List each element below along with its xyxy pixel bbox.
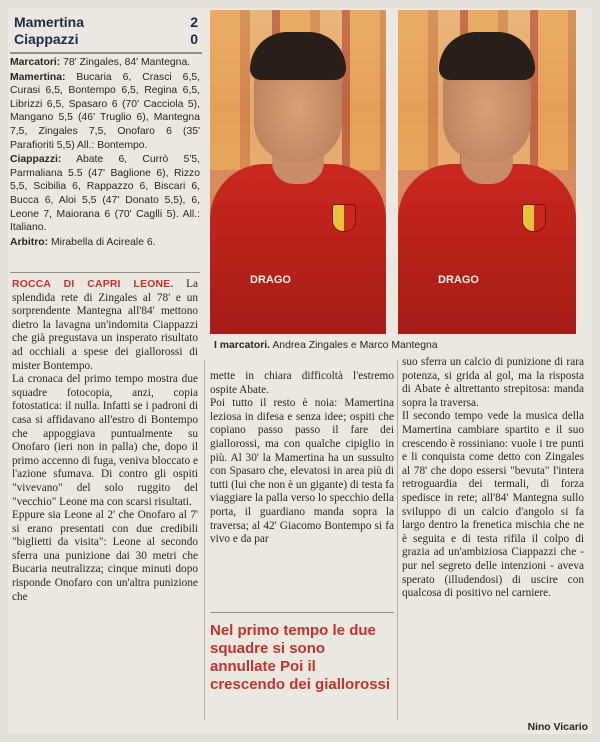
home-score: 2 xyxy=(190,14,198,30)
marcatori-text: 78' Zingales, 84' Mantegna. xyxy=(63,57,191,68)
red-jersey xyxy=(210,164,386,334)
red-jersey xyxy=(398,164,576,334)
photo-zingales xyxy=(210,10,386,334)
match-lineups xyxy=(10,56,200,250)
arbitro-label: Arbitro: xyxy=(10,236,49,248)
article-paragraph: mette in chiara difficoltà l'estremo ospite Abate. xyxy=(210,370,394,396)
scorebox xyxy=(10,10,202,54)
article-paragraph: Eppure sia Leone al 2' che Onofaro al 7' si erano presentati con due credibili "biglietti da visita": Leone al secondo sferra una punizione dai 30 metri che Bucaria neutralizza; cinque minuti dopo risponde Onofaro con un'altra punizione che xyxy=(12,509,198,603)
club-crest-icon xyxy=(332,204,356,232)
article-column-3 xyxy=(402,356,584,601)
article-paragraph: La cronaca del primo tempo mostra due squadre fotocopia, anzi, copia fotostatica: il nulla. Infatti se i padroni di casa si affidavano all'estro di Bontempo che appoggiava puntualmente su Onofaro (ieri non in palla) che, dopo il primo accenno di fuga, veniva bloccato e l'azione sfumava. Di contro gli ospiti "vivevano" del solo ruggito del "vecchio" Leone ma con scarsi risultati. xyxy=(12,373,199,508)
pullquote: Nel primo tempo le due squadre si sono annullate Poi il crescendo dei giallorossi xyxy=(210,622,391,693)
column-divider xyxy=(204,360,205,720)
mamertina-label: Mamertina: xyxy=(10,71,66,83)
photo-caption xyxy=(214,340,584,351)
caption-text: Andrea Zingales e Marco Mantegna xyxy=(272,340,438,351)
caption-label: I marcatori. xyxy=(214,340,271,351)
article-kicker: ROCCA DI CAPRI LEONE. xyxy=(12,279,174,290)
author-signature: Nino Vicario xyxy=(527,722,588,733)
sponsor-logo: DRAGO xyxy=(250,274,291,286)
article-paragraph: Il secondo tempo vede la musica della Mamertina cambiare spartito e il suo crescendo è rossiniano: vuole i tre punti e li conquista come detto con Zingales al 78' che dopo essersi "bevuta" l'intera retroguardia dei termali, di forza spedisce in rete; all'84' Mantegna sullo sviluppo di un calcio d'angolo si fa largo dentro la frenetica mischia che ne è seguita e di testa rifila il colpo di grazia ad un'ambiziosa Ciappazzi che - pur nel segreto delle intenzioni - aveva sperato (illudendosi) di uscire con qualcosa di positivo nel carniere. xyxy=(402,410,584,600)
pullquote-rule xyxy=(210,612,394,613)
tabellino-divider xyxy=(10,272,200,273)
marcatori-label: Marcatori: xyxy=(10,57,61,68)
article-column-1 xyxy=(12,278,198,604)
article-paragraph: Poi tutto il resto è noia: Mamertina leziosa in difesa e senza idee; ospiti che copiano passo passo il fare dei giallorossi, ma con qualche cipiglio in più. Al 30' la Mamertina ha un sussulto con Spasaro che, elevatosi in area più di tutti (lui che non è un gigante) di testa fa viaggiare la palla verso lo specchio della porta, il guardiano manda sopra la traversa; al 42' Giacomo Bontempo si fa vivo e da par xyxy=(210,397,394,546)
arbitro-text: Mirabella di Acireale 6. xyxy=(50,236,156,248)
away-score: 0 xyxy=(190,31,198,47)
sponsor-logo: DRAGO xyxy=(438,274,479,286)
column-divider xyxy=(397,360,398,720)
ciappazzi-label: Ciappazzi: xyxy=(10,154,62,166)
player-hair xyxy=(439,32,535,80)
article-paragraph: suo sferra un calcio di punizione di rara potenza, si grida al gol, ma la risposta di Abate è altrettanto strepitosa: manda sopra la traversa. xyxy=(402,356,584,409)
home-team: Mamertina xyxy=(14,14,85,30)
club-crest-icon xyxy=(522,204,546,232)
away-team: Ciappazzi xyxy=(14,31,79,47)
article-column-2 xyxy=(210,370,394,547)
photo-mantegna xyxy=(398,10,576,334)
article-paragraph: La splendida rete di Zingales al 78' e un sorprendente Mantegna all'84' mettono dietro la lavagna un'indomita Ciappazzi che già pregustava un insperato risultato ad occhiali a spese dei giallorossi di mister Bontempo. xyxy=(12,278,198,372)
player-hair xyxy=(250,32,346,80)
mamertina-text: Bucaria 6, Crasci 6,5, Curasi 6,5, Bontempo 6,5, Regina 6,5, Librizzi 6,5, Spasaro 6 (70' Cacciola 5), Mangano 5,5 (46' Truglio 6), Mantegna 7,5, Zingales 7,5, Onofaro 6 (35' Parafioriti 5,5) All.: Bontempo. xyxy=(10,71,200,151)
ciappazzi-text: Abate 6, Currò 5'5, Parmaliana 5.5 (47' Baglione 6), Rizzo 5,5, Scibilia 6, Rappazzo 6, Biscari 6, Bucca 6, Aloi 5,5 (47' Donato 5,5), 6, Leone 7, Maiorana 6 (70' Caglli 5). All.: Italiano. xyxy=(10,154,200,234)
